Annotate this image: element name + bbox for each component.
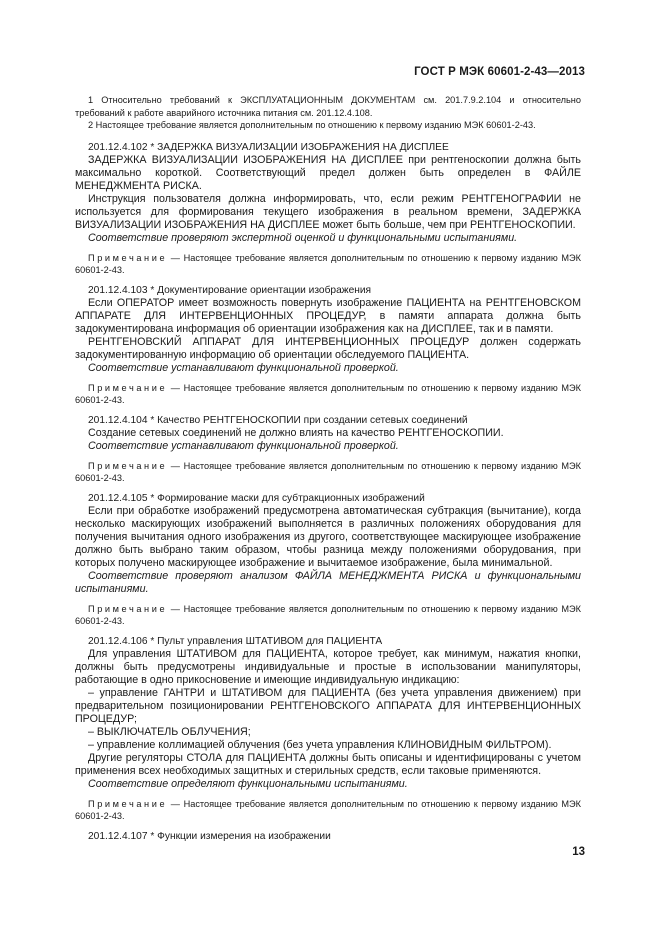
clause-105-note	[75, 603, 581, 628]
clause-102-note	[75, 252, 581, 277]
clause-102-compliance: Соответствие проверяют экспертной оценкой и функциональными испытаниями.	[88, 231, 518, 244]
page-number: 13	[572, 846, 585, 858]
clause-106-list-item: – управление коллимацией облучения (без учета управления КЛИНОВИДНЫМ ФИЛЬТРОМ).	[88, 738, 552, 751]
clause-104-paragraph-1: Создание сетевых соединений не должно влиять на качество РЕНТГЕНОСКОПИИ.	[88, 426, 504, 439]
note-text: — Настоящее требование является дополнительным по отношению к первому изданию МЭК 60601-2-43.	[75, 252, 581, 275]
clause-105-paragraph-1: Если при обработке изображений предусмотрена автоматическая субтракция (вычитание), когда несколько маскирующих изображений выполняется в различных положениях оборудования для получения вычитания одного изображения из другого, соответствующее маскирующее изображение должно быть выбрано таким образом, чтобы разница между положениями оборудования, при которых получено маскирующее изображение и вычитаемое изображение, была минимальной.	[75, 504, 581, 569]
clause-104-note	[75, 460, 581, 485]
note-text: — Настоящее требование является дополнительным по отношению к первому изданию МЭК 60601-2-43.	[75, 460, 581, 483]
clause-102-title: 201.12.4.102 * ЗАДЕРЖКА ВИЗУАЛИЗАЦИИ ИЗОБРАЖЕНИЯ НА ДИСПЛЕЕ	[88, 141, 449, 153]
clause-107-title: 201.12.4.107 * Функции измерения на изображении	[88, 830, 331, 842]
clause-106-list-item: – управление ГАНТРИ и ШТАТИВОМ для ПАЦИЕНТА (без учета управления движением) при предварительном позиционировании РЕНТГЕНОВСКОГО АППАРАТА ДЛЯ ИНТЕРВЕНЦИОННЫХ ПРОЦЕДУР;	[75, 686, 581, 725]
clause-106-paragraph-1: Для управления ШТАТИВОМ для ПАЦИЕНТА, которое требует, как минимум, нажатия кнопки, должны быть предусмотрены индивидуальные и простые в использовании манипуляторы, работающие в одно прикосновение и имеющие индивидуальную индикацию:	[75, 647, 581, 686]
note-label: Примечание	[88, 460, 168, 471]
note-text: — Настоящее требование является дополнительным по отношению к первому изданию МЭК 60601-2-43.	[75, 798, 581, 821]
page-content	[75, 94, 581, 843]
clause-102-paragraph-2: Инструкция пользователя должна информировать, что, если режим РЕНТГЕНОГРАФИИ не используется для формирования текущего изображения в реальном времени, ЗАДЕРЖКА ВИЗУАЛИЗАЦИИ ИЗОБРАЖЕНИЯ НА ДИСПЛЕЕ может быть больше, чем при РЕНТГЕНОСКОПИИ.	[75, 192, 581, 231]
note-label: Примечание	[88, 252, 168, 263]
clause-106-title: 201.12.4.106 * Пульт управления ШТАТИВОМ для ПАЦИЕНТА	[88, 635, 383, 647]
standard-header: ГОСТ Р МЭК 60601-2-43—2013	[414, 66, 585, 78]
note-text: — Настоящее требование является дополнительным по отношению к первому изданию МЭК 60601-2-43.	[75, 603, 581, 626]
clause-103-paragraph-2: РЕНТГЕНОВСКИЙ АППАРАТ ДЛЯ ИНТЕРВЕНЦИОННЫХ ПРОЦЕДУР должен содержать задокументированную информацию об ориентации обследуемого ПАЦИЕНТА.	[75, 335, 581, 361]
intro-note-1: 1 Относительно требований к ЭКСПЛУАТАЦИОННЫМ ДОКУМЕНТАМ см. 201.7.9.2.104 и относительно требований к работе аварийного источника питания см. 201.12.4.108.	[75, 95, 581, 118]
clause-105-title: 201.12.4.105 * Формирование маски для субтракционных изображений	[88, 492, 425, 504]
clause-102-paragraph-1: ЗАДЕРЖКА ВИЗУАЛИЗАЦИИ ИЗОБРАЖЕНИЯ НА ДИСПЛЕЕ при рентгеноскопии должна быть максимально короткой. Соответствующий предел должен быть определен в ФАЙЛЕ МЕНЕДЖМЕНТА РИСКА.	[75, 153, 581, 192]
clause-106-list-item: – ВЫКЛЮЧАТЕЛЬ ОБЛУЧЕНИЯ;	[88, 725, 251, 738]
clause-103-note	[75, 382, 581, 407]
note-label: Примечание	[88, 382, 168, 393]
clause-104-title: 201.12.4.104 * Качество РЕНТГЕНОСКОПИИ при создании сетевых соединений	[88, 414, 468, 426]
clause-103-paragraph-1: Если ОПЕРАТОР имеет возможность повернуть изображение ПАЦИЕНТА на РЕНТГЕНОВСКОМ АППАРАТЕ ДЛЯ ИНТЕРВЕНЦИОННЫХ ПРОЦЕДУР, в памяти аппарата должна быть задокументирована информация об ориентации изображения как на ДИСПЛЕЕ, так и в памяти.	[75, 296, 581, 335]
clause-106-compliance: Соответствие определяют функциональными испытаниями.	[88, 777, 408, 790]
intro-note-2: 2 Настоящее требование является дополнительным по отношению к первому изданию МЭК 60601-2-43.	[88, 120, 536, 130]
clause-103-compliance: Соответствие устанавливают функциональной проверкой.	[88, 361, 399, 374]
note-label: Примечание	[88, 798, 168, 809]
note-label: Примечание	[88, 603, 168, 614]
clause-105-compliance: Соответствие проверяют анализом ФАЙЛА МЕНЕДЖМЕНТА РИСКА и функциональными испытаниями.	[75, 569, 581, 595]
clause-104-compliance: Соответствие устанавливают функциональной проверкой.	[88, 439, 399, 452]
note-text: — Настоящее требование является дополнительным по отношению к первому изданию МЭК 60601-2-43.	[75, 382, 581, 405]
clause-103-title: 201.12.4.103 * Документирование ориентации изображения	[88, 284, 372, 296]
clause-106-note	[75, 798, 581, 823]
clause-106-paragraph-2: Другие регуляторы СТОЛА для ПАЦИЕНТА должны быть описаны и идентифицированы с учетом применения всех необходимых защитных и стерильных средств, если таковые применяются.	[75, 751, 581, 777]
